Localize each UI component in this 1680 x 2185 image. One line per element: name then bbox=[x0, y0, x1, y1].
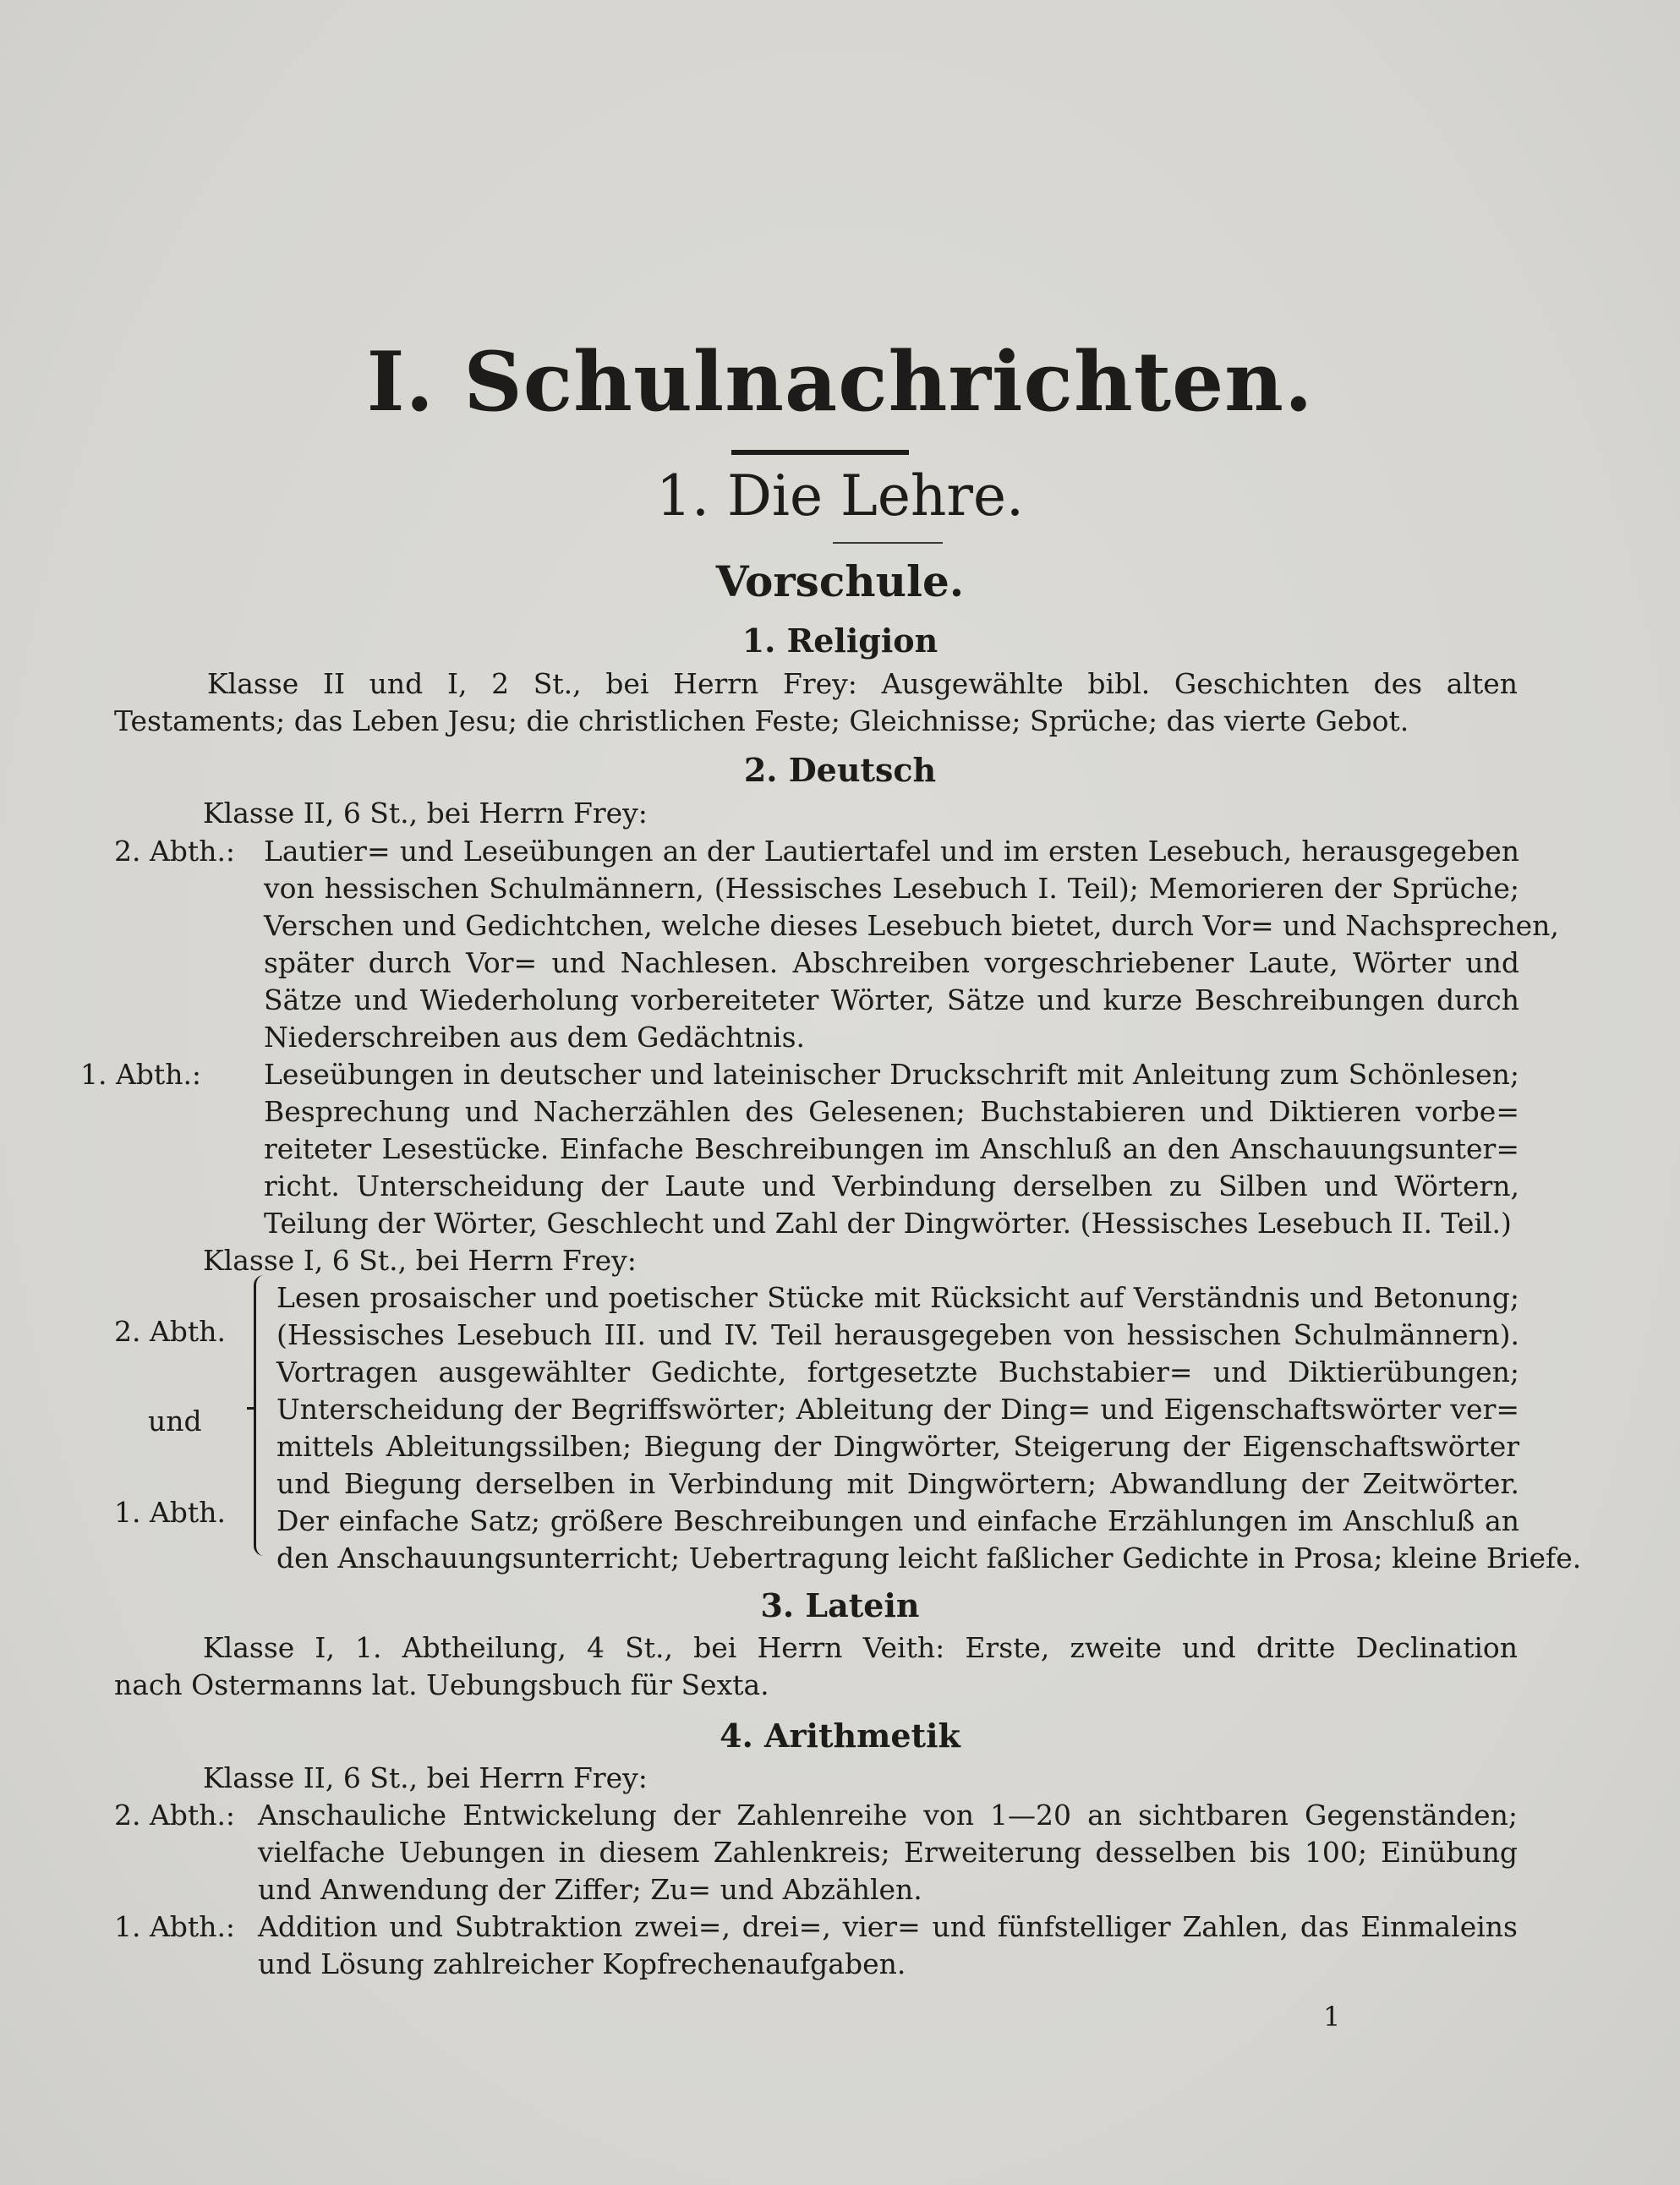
text-line: Klasse I, 1. Abtheilung, 4 St., bei Herrn Veith: Erste, zweite und dritte Declination bbox=[203, 1631, 1518, 1664]
class-intro: Klasse I, 6 St., bei Herrn Frey: bbox=[203, 1244, 637, 1277]
text-line: Testaments; das Leben Jesu; die christlichen Feste; Gleichnisse; Sprüche; das vierte Gebot. bbox=[114, 704, 1409, 737]
text-line: reiteter Lesestücke. Einfache Beschreibungen im Anschluß an den Anschauungsunter= bbox=[264, 1132, 1519, 1165]
text-line: Besprechung und Nacherzählen des Gelesenen; Buchstabieren und Diktieren vorbe= bbox=[264, 1095, 1519, 1128]
text-line: Unterscheidung der Begriffswörter; Ableitung der Ding= und Eigenschaftswörter ver= bbox=[276, 1393, 1519, 1426]
curly-brace-tip bbox=[247, 1407, 255, 1410]
curly-brace bbox=[254, 1275, 268, 1556]
text-line: Sätze und Wiederholung vorbereiteter Wörter, Sätze und kurze Beschreibungen durch bbox=[264, 983, 1519, 1016]
text-line: Niederschreiben aus dem Gedächtnis. bbox=[264, 1021, 806, 1054]
text-line: mittels Ableitungssilben; Biegung der Dingwörter, Steigerung der Eigenschaftswörter bbox=[276, 1430, 1519, 1463]
text-line: vielfache Uebungen in diesem Zahlenkreis; Erweiterung desselben bis 100; Einübung bbox=[258, 1836, 1518, 1869]
text-line: Teilung der Wörter, Geschlecht und Zahl der Dingwörter. (Hessisches Lesebuch II. Teil.) bbox=[264, 1207, 1512, 1240]
text-line: Leseübungen in deutscher und lateinischer Druckschrift mit Anleitung zum Schönlesen; bbox=[264, 1058, 1519, 1091]
text-line: nach Ostermanns lat. Uebungsbuch für Sexta. bbox=[114, 1668, 769, 1701]
abth-label: 1. Abth.: bbox=[114, 1910, 236, 1943]
text-line: und Anwendung der Ziffer; Zu= und Abzählen. bbox=[258, 1873, 922, 1906]
heading-latein: 3. Latein bbox=[760, 1586, 920, 1624]
abth-label: 1. Abth.: bbox=[80, 1058, 202, 1091]
heading-arithmetik: 4. Arithmetik bbox=[720, 1717, 960, 1755]
brace-label: 1. Abth. bbox=[114, 1496, 226, 1529]
heading-deutsch: 2. Deutsch bbox=[743, 751, 937, 789]
text-line: den Anschauungsunterricht; Uebertragung leicht faßlicher Gedichte in Prosa; kleine Briefe. bbox=[276, 1542, 1582, 1574]
text-line: später durch Vor= und Nachlesen. Abschreiben vorgeschriebener Laute, Wörter und bbox=[264, 946, 1519, 979]
text-line: und Biegung derselben in Verbindung mit Dingwörtern; Abwandlung der Zeitwörter. bbox=[276, 1467, 1519, 1500]
text-line: Verschen und Gedichtchen, welche dieses Lesebuch bietet, durch Vor= und Nachsprechen, bbox=[264, 909, 1559, 942]
heading-religion: 1. Religion bbox=[741, 622, 939, 660]
page-title: I. Schulnachrichten. bbox=[366, 334, 1314, 430]
brace-label: 2. Abth. bbox=[114, 1315, 226, 1348]
abth-label: 2. Abth.: bbox=[114, 835, 236, 868]
text-line: Anschauliche Entwickelung der Zahlenreihe von 1—20 an sichtbaren Gegenständen; bbox=[258, 1799, 1518, 1832]
text-line: Der einfache Satz; größere Beschreibungen und einfache Erzählungen im Anschluß an bbox=[276, 1504, 1519, 1537]
text-line: von hessischen Schulmännern, (Hessisches Lesebuch I. Teil); Memorieren der Sprüche; bbox=[264, 872, 1519, 905]
text-line: richt. Unterscheidung der Laute und Verbindung derselben zu Silben und Wörtern, bbox=[264, 1169, 1519, 1202]
class-intro: Klasse II, 6 St., bei Herrn Frey: bbox=[203, 1761, 648, 1794]
subtitle-rule bbox=[833, 542, 943, 544]
text-line: (Hessisches Lesebuch III. und IV. Teil herausgegeben von hessischen Schulmännern). bbox=[276, 1318, 1519, 1351]
text-line: und Lösung zahlreicher Kopfrechenaufgaben. bbox=[258, 1947, 906, 1980]
chapter-title: 1. Die Lehre. bbox=[656, 463, 1024, 528]
text-line: Vortragen ausgewählter Gedichte, fortgesetzte Buchstabier= und Diktierübungen; bbox=[276, 1355, 1519, 1388]
text-line: Lesen prosaischer und poetischer Stücke mit Rücksicht auf Verständnis und Betonung; bbox=[276, 1281, 1519, 1314]
text-line: Klasse II und I, 2 St., bei Herrn Frey: Ausgewählte bibl. Geschichten des alten bbox=[207, 667, 1518, 700]
abth-label: 2. Abth.: bbox=[114, 1799, 236, 1832]
text-line: Addition und Subtraktion zwei=, drei=, vier= und fünfstelliger Zahlen, das Einmaleins bbox=[258, 1910, 1518, 1943]
class-intro: Klasse II, 6 St., bei Herrn Frey: bbox=[203, 797, 648, 830]
title-rule bbox=[731, 450, 909, 455]
text-line: Lautier= und Leseübungen an der Lautiertafel und im ersten Lesebuch, herausgegeben bbox=[264, 835, 1519, 868]
section-title: Vorschule. bbox=[715, 556, 965, 606]
brace-label: und bbox=[148, 1405, 202, 1438]
page-number: 1 bbox=[1323, 2001, 1341, 2033]
